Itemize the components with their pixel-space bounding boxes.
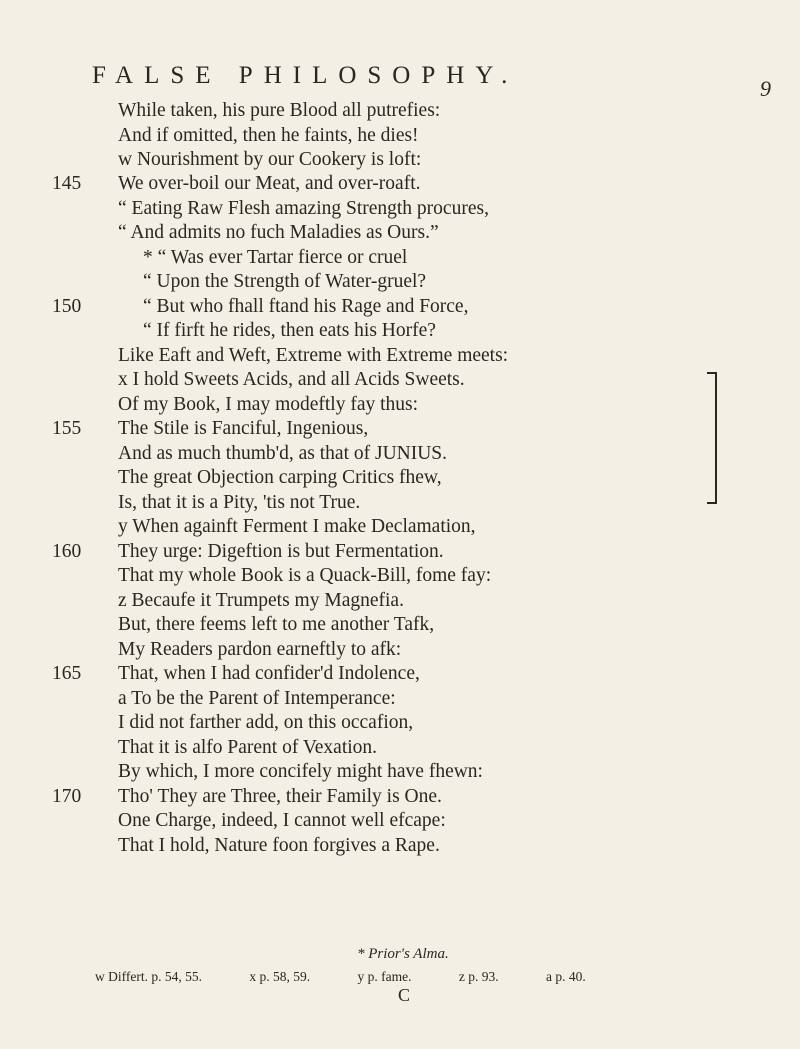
verse-line: My Readers pardon earneftly to afk: <box>118 639 402 660</box>
verse-line: The Stile is Fanciful, Ingenious, <box>118 418 369 439</box>
footnote-references <box>95 969 785 985</box>
footnote-ref: y p. fame. <box>357 969 412 984</box>
verse-line: “ And admits no fuch Maladies as Ours.” <box>118 222 439 243</box>
verse-line: They urge: Digeftion is but Fermentation. <box>118 541 444 562</box>
footnote-ref: x p. 58, 59. <box>249 969 311 984</box>
verse-line: Is, that it is a Pity, 'tis not True. <box>118 492 361 513</box>
triplet-bracket <box>707 372 717 504</box>
verse-line: That I hold, Nature foon forgives a Rape. <box>118 835 440 856</box>
verse-line: x I hold Sweets Acids, and all Acids Sweets. <box>118 369 465 390</box>
verse-line: But, there feems left to me another Tafk, <box>118 614 435 635</box>
verse-line: “ Upon the Strength of Water-gruel? <box>143 271 427 292</box>
verse-line: “ But who fhall ftand his Rage and Force, <box>143 296 469 317</box>
verse-line: w Nourishment by our Cookery is loft: <box>118 149 422 170</box>
verse-line: “ Eating Raw Flesh amazing Strength procures, <box>118 198 489 219</box>
verse-line: That my whole Book is a Quack-Bill, fome fay: <box>118 565 492 586</box>
verse-line: “ If firft he rides, then eats his Horfe? <box>143 320 436 341</box>
verse-line: The great Objection carping Critics fhew, <box>118 467 442 488</box>
footnote-ref: w Differt. p. 54, 55. <box>95 969 202 984</box>
verse-line: y When againft Ferment I make Declamation, <box>118 516 476 537</box>
page-number: 9 <box>760 76 771 101</box>
verse-line: a To be the Parent of Intemperance: <box>118 688 396 709</box>
verse-line: z Becaufe it Trumpets my Magnefia. <box>118 590 404 611</box>
footnote-star: * Prior's Alma. <box>357 946 449 962</box>
footnote-ref: a p. 40. <box>545 969 586 984</box>
line-number: 150 <box>52 296 82 317</box>
signature-mark: C <box>398 985 411 1005</box>
line-number: 155 <box>52 418 82 439</box>
verse-line: While taken, his pure Blood all putrefies: <box>118 100 441 121</box>
line-number: 145 <box>52 173 82 194</box>
line-number: 170 <box>52 786 82 807</box>
verse-line: * “ Was ever Tartar fierce or cruel <box>143 247 408 268</box>
verse-line: That, when I had confider'd Indolence, <box>118 663 420 684</box>
line-number: 165 <box>52 663 82 684</box>
footnote-ref: z p. 93. <box>458 969 499 984</box>
verse-line: By which, I more concifely might have fhewn: <box>118 761 483 782</box>
verse-line: Tho' They are Three, their Family is One. <box>118 786 442 807</box>
verse-line: And if omitted, then he faints, he dies! <box>118 125 419 146</box>
verse-line: Of my Book, I may modeftly fay thus: <box>118 394 419 415</box>
line-number: 160 <box>52 541 82 562</box>
verse-line: Like Eaft and Weft, Extreme with Extreme meets: <box>118 345 509 366</box>
running-header: FALSE PHILOSOPHY. <box>92 62 519 89</box>
verse-line: And as much thumb'd, as that of JUNIUS. <box>118 443 448 464</box>
verse-line: We over-boil our Meat, and over-roaft. <box>118 173 421 194</box>
verse-line: That it is alfo Parent of Vexation. <box>118 737 378 758</box>
verse-line: I did not farther add, on this occafion, <box>118 712 414 733</box>
verse-line: One Charge, indeed, I cannot well efcape: <box>118 810 446 831</box>
